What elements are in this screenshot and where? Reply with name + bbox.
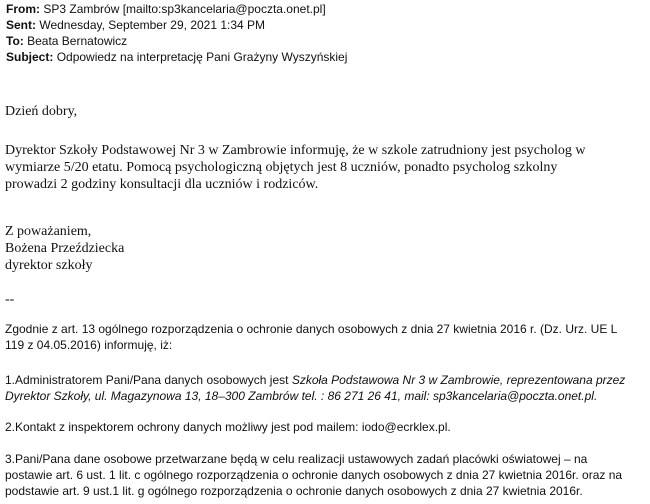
paragraph-line-2: wymiarze 5/20 etatu. Pomocą psychologiczną objętych jest 8 uczniów, ponadto psycholog szkolny <box>5 160 558 175</box>
to-value: Beata Bernatowicz <box>27 34 128 48</box>
subject-value: Odpowiedz na interpretację Pani Grażyny Wyszyńskiej <box>56 50 348 64</box>
from-label: From: <box>6 2 40 16</box>
gdpr-item-3-line-3: podstawie art. 9 ust.1 lit. g ogólnego rozporządzenia o ochronie danych osobowych z dnia 27 kwietnia 2016r. <box>5 484 583 498</box>
gdpr-intro-line-2: 119 z 04.05.2016) informuję, iż: <box>5 338 173 352</box>
sent-line <box>6 18 265 32</box>
separator: -- <box>5 292 15 307</box>
gdpr-item-1-line-1 <box>5 373 625 387</box>
closing: Z poważaniem, <box>5 224 92 239</box>
gdpr-item-3-line-2: postawie art. 6 ust. 1 lit. c ogólnego rozporządzenia o ochronie danych osobowych z dnia 27 kwietnia 2016r. oraz na <box>5 468 623 482</box>
subject-label: Subject: <box>6 50 54 64</box>
from-line <box>6 2 326 16</box>
paragraph-line-1: Dyrektor Szkoły Podstawowej Nr 3 w Zambrowie informuję, że w szkole zatrudniony jest psycholog w <box>5 143 586 158</box>
to-line <box>6 34 127 48</box>
sent-value: Wednesday, September 29, 2021 1:34 PM <box>39 18 266 32</box>
subject-line <box>6 50 347 64</box>
gdpr-item-2: 2.Kontakt z inspektorem ochrony danych możliwy jest pod mailem: iodo@ecrklex.pl. <box>5 420 451 434</box>
gdpr-item-1-line-2: Dyrektor Szkoły, ul. Magazynowa 13, 18–300 Zambrów tel. : 86 271 26 41, mail: sp3kancelaria@poczta.onet.pl. <box>5 389 598 403</box>
signature-title: dyrektor szkoły <box>5 258 93 273</box>
from-value: SP3 Zambrów [mailto:sp3kancelaria@poczta.onet.pl] <box>43 2 326 16</box>
gdpr-intro-line-1: Zgodnie z art. 13 ogólnego rozporządzenia o ochronie danych osobowych z dnia 27 kwietnia 2016 r. (Dz. Urz. UE L <box>5 322 618 336</box>
gdpr-item-1-text: 1.Administratorem Pani/Pana danych osobowych jest <box>5 373 292 387</box>
gdpr-item-3-line-1: 3.Pani/Pana dane osobowe przetwarzane będą w celu realizacji ustawowych zadań placówki oświatowej – na <box>5 452 588 466</box>
gdpr-item-1-school: Szkoła Podstawowa Nr 3 w Zambrowie, reprezentowana przez <box>291 373 626 387</box>
to-label: To: <box>6 34 24 48</box>
paragraph-line-3: prowadzi 2 godziny konsultacji dla uczniów i rodziców. <box>5 177 319 192</box>
greeting: Dzień dobry, <box>5 104 78 119</box>
sent-label: Sent: <box>6 18 36 32</box>
signature-name: Bożena Przeździecka <box>5 241 125 256</box>
